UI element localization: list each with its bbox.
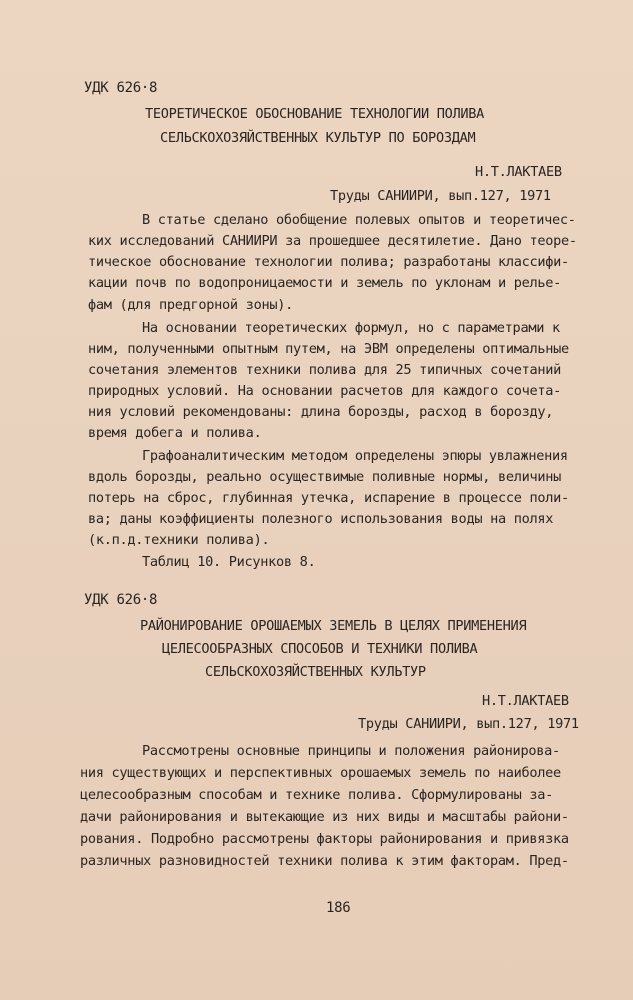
body-line: На основании теоретических формул, но с параметрами к	[142, 320, 560, 336]
article-title-line: ТЕОРЕТИЧЕСКОЕ ОБОСНОВАНИЕ ТЕХНОЛОГИИ ПОЛИВА	[145, 106, 485, 122]
body-line: дачи районирования и вытекающие из них виды и масштабы райони-	[80, 809, 569, 825]
body-line: Таблиц 10. Рисунков 8.	[142, 554, 316, 570]
source-citation: Труды САНИИРИ, вып.127, 1971	[330, 188, 551, 204]
body-line: ких исследований САНИИРИ за прошедшее десятилетие. Дано теоре-	[88, 233, 577, 249]
author: Н.Т.ЛАКТАЕВ	[482, 693, 569, 709]
body-line: потерь на сброс, глубинная утечка, испарение в процессе поли-	[88, 490, 569, 506]
body-line: ва; даны коэффициенты полезного использования воды на полях	[88, 511, 554, 527]
body-line: целесообразным способам и технике полива. Сформулированы за-	[80, 787, 554, 803]
body-line: фам (для предгорной зоны).	[88, 297, 293, 313]
body-line: ния условий рекомендованы: длина борозды, расход в борозду,	[88, 404, 554, 420]
article-title-line: РАЙОНИРОВАНИЕ ОРОШАЕМЫХ ЗЕМЕЛЬ В ЦЕЛЯХ ПРИМЕНЕНИЯ	[140, 618, 527, 634]
body-line: Графоаналитическим методом определены эпюры увлажнения	[142, 448, 568, 464]
body-line: В статье сделано обобщение полевых опытов и теоретичес-	[142, 212, 576, 228]
body-line: ним, полученными опытным путем, на ЭВМ определены оптимальные	[88, 341, 569, 357]
body-line: тическое обоснование технологии полива; разработаны классифи-	[88, 254, 569, 270]
body-line: ния существующих и перспективных орошаемых земель по наиболее	[80, 765, 561, 781]
source-citation: Труды САНИИРИ, вып.127, 1971	[358, 716, 579, 732]
body-line: время добега и полива.	[88, 425, 262, 441]
article-title-line: СЕЛЬСКОХОЗЯЙСТВЕННЫХ КУЛЬТУР ПО БОРОЗДАМ	[160, 130, 476, 146]
body-line: различных разновидностей техники полива к этим факторам. Пред-	[80, 853, 569, 869]
body-line: Рассмотрены основные принципы и положения районирова-	[142, 743, 560, 759]
body-line: природных условий. На основании расчетов для каждого сочета-	[88, 383, 562, 399]
author: Н.Т.ЛАКТАЕВ	[475, 164, 562, 180]
article-title-line: ЦЕЛЕСООБРАЗНЫХ СПОСОБОВ И ТЕХНИКИ ПОЛИВА	[162, 641, 478, 657]
body-line: кации почв по водопроницаемости и земель по уклонам и релье-	[88, 275, 562, 291]
body-line: сочетания элементов техники полива для 25 типичных сочетаний	[88, 362, 562, 378]
udk-code: УДК 626·8	[84, 80, 158, 96]
udk-code: УДК 626·8	[84, 592, 158, 608]
body-line: вдоль борозды, реально осуществимые поливные нормы, величины	[88, 469, 562, 485]
page-number: 186	[326, 900, 351, 916]
body-line: рования. Подробно рассмотрены факторы районирования и привязка	[80, 831, 569, 847]
article-title-line: СЕЛЬСКОХОЗЯЙСТВЕННЫХ КУЛЬТУР	[205, 664, 426, 680]
body-line: (к.п.д.техники полива).	[88, 532, 270, 548]
